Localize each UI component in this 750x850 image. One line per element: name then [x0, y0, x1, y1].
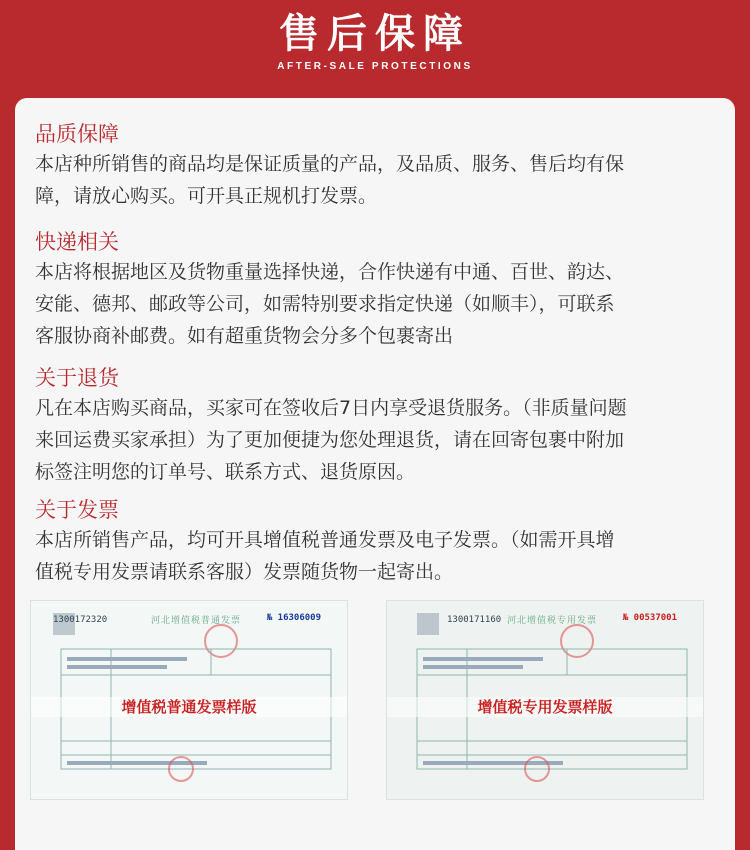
section-line: 安能、德邦、邮政等公司，如需特别要求指定快递（如顺丰），可联系 — [35, 293, 615, 315]
section-line: 来回运费买家承担）为了更加便捷为您处理退货，请在回寄包裹中附加 — [35, 429, 625, 451]
header — [0, 0, 750, 90]
invoice-heading: 河北增值税普通发票 — [151, 616, 242, 626]
section-line: 本店所销售产品，均可开具增值税普通发票及电子发票。（如需开具增 — [35, 529, 615, 551]
section-title: 关于发票 — [35, 498, 119, 522]
section-body — [35, 256, 725, 352]
invoice-number: № 00537001 — [622, 613, 677, 623]
invoice-heading: 河北增值税专用发票 — [507, 616, 598, 626]
section-line: 标签注明您的订单号、联系方式、退货原因。 — [35, 461, 416, 483]
invoice-sample-normal — [30, 600, 348, 800]
section-returns — [35, 364, 725, 488]
section-body — [35, 392, 725, 488]
invoice-sample-label: 增值税专用发票样版 — [387, 697, 703, 717]
invoice-number: № 16306009 — [266, 613, 321, 623]
invoice-code: 1300171160 — [447, 615, 502, 625]
section-title: 快递相关 — [35, 230, 119, 254]
section-title: 品质保障 — [35, 122, 119, 146]
section-quality — [35, 120, 725, 212]
section-body — [35, 148, 725, 212]
section-body — [35, 524, 725, 588]
section-line: 值税专用发票请联系客服）发票随货物一起寄出。 — [35, 561, 454, 583]
page-subtitle: AFTER-SALE PROTECTIONS — [277, 61, 473, 72]
section-line: 凡在本店购买商品，买家可在签收后7日内享受退货服务。（非质量问题 — [35, 397, 627, 419]
section-title: 关于退货 — [35, 366, 119, 390]
invoice-samples — [30, 600, 720, 800]
section-line: 本店种所销售的商品均是保证质量的产品，及品质、服务、售后均有保 — [35, 153, 625, 175]
section-invoice — [35, 496, 725, 588]
section-line: 本店将根据地区及货物重量选择快递，合作快递有中通、百世、韵达、 — [35, 261, 625, 283]
invoice-sample-label: 增值税普通发票样版 — [31, 697, 347, 717]
section-shipping — [35, 228, 725, 352]
invoice-code: 1300172320 — [53, 615, 108, 625]
section-line: 障，请放心购买。可开具正规机打发票。 — [35, 185, 378, 207]
section-line: 客服协商补邮费。如有超重货物会分多个包裹寄出 — [35, 325, 454, 347]
page-title: 售后保障 — [279, 11, 471, 57]
content-card — [15, 98, 735, 850]
invoice-sample-special — [386, 600, 704, 800]
